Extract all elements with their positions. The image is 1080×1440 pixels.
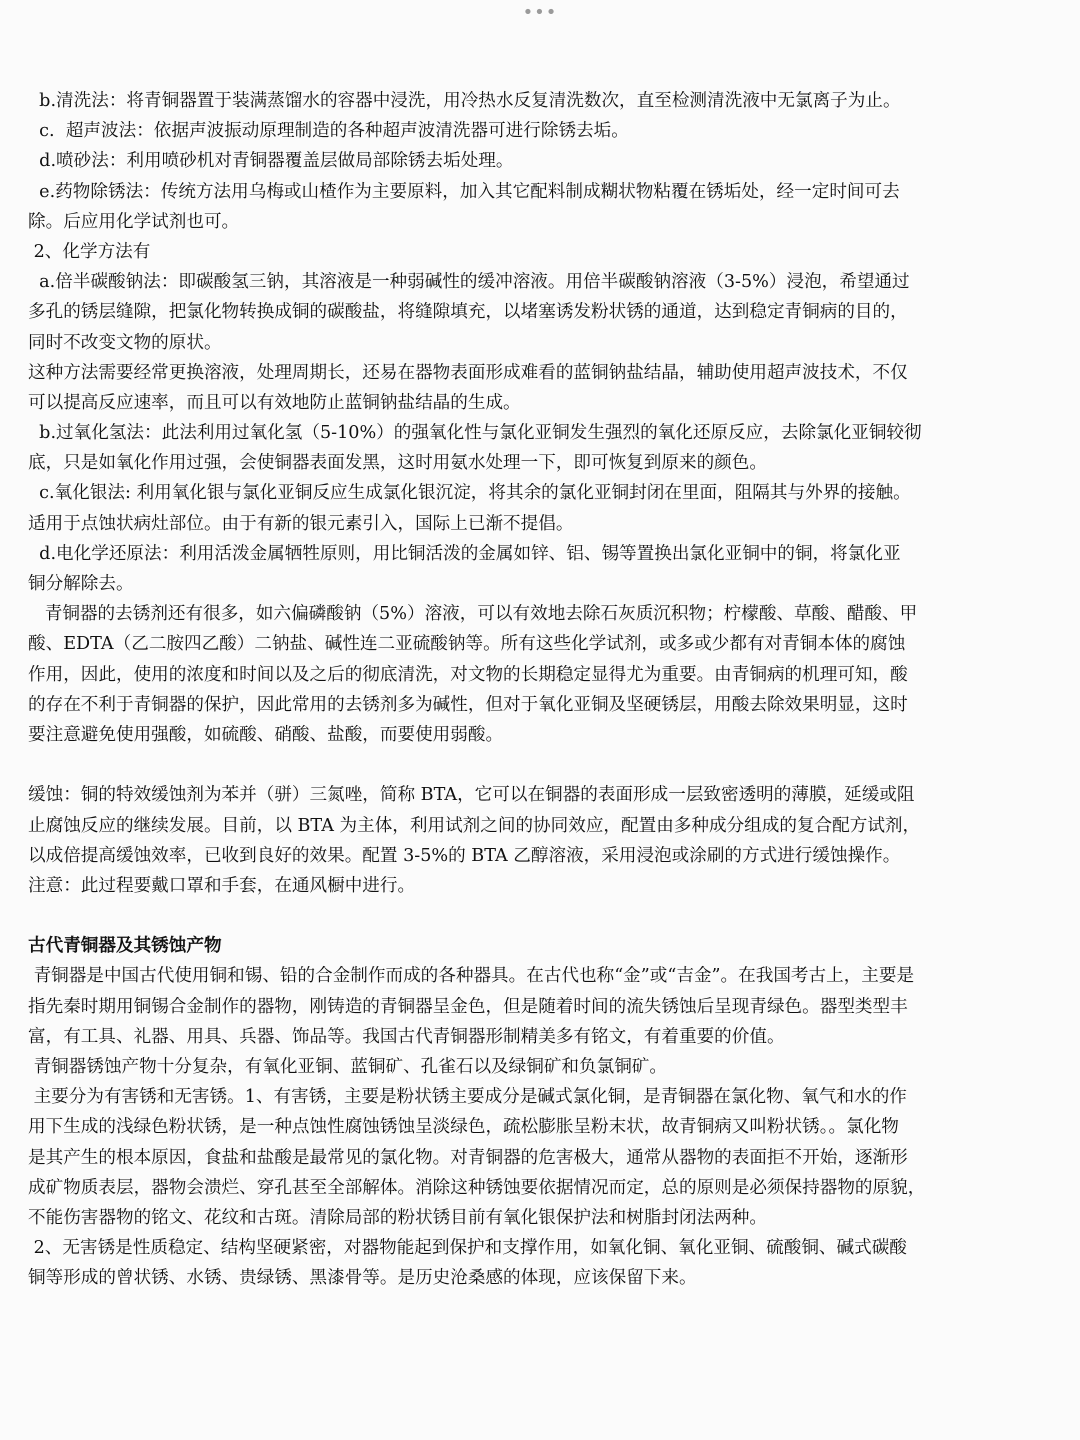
text-line: 适用于点蚀状病灶部位。由于有新的银元素引入，国际上已渐不提倡。 xyxy=(28,513,574,534)
blank-line xyxy=(28,750,1058,780)
text-line: 缓蚀：铜的特效缓蚀剂为苯并（骈）三氮唑，简称 BTA，它可以在铜器的表面形成一层致密透明的薄膜，延缓或阻 xyxy=(28,785,915,806)
blank-line xyxy=(28,901,1058,931)
text-line: 止腐蚀反应的继续发展。目前，以 BTA 为主体，利用试剂之间的协同效应，配置由多种成分组成的复合配方试剂， xyxy=(28,815,921,836)
text-line: 可以提高反应速率，而且可以有效地防止蓝铜钠盐结晶的生成。 xyxy=(28,392,521,413)
text-line: c. 超声波法：依据声波振动原理制造的各种超声波清洗器可进行除锈去垢。 xyxy=(28,121,629,142)
section-heading: 古代青铜器及其锈蚀产物 xyxy=(28,936,222,957)
text-line: 青铜器的去锈剂还有很多，如六偏磷酸钠（5%）溶液，可以有效地去除石灰质沉积物；柠檬酸、草酸、醋酸、甲 xyxy=(28,604,918,625)
text-line: 主要分为有害锈和无害锈。1、有害锈，主要是粉状锈主要成分是碱式氯化铜，是青铜器在氯化物、氧气和水的作 xyxy=(28,1087,907,1108)
text-line: 多孔的锈层缝隙，把氯化物转换成铜的碳酸盐，将缝隙填充，以堵塞诱发粉状锈的通道，达到稳定青铜病的目的， xyxy=(28,302,908,323)
more-dots-icon[interactable]: ••• xyxy=(522,2,558,23)
text-line: 除。后应用化学试剂也可。 xyxy=(28,211,240,232)
text-line: 富，有工具、礼器、用具、兵器、饰品等。我国古代青铜器形制精美多有铭文，有着重要的价值。 xyxy=(28,1026,785,1047)
text-line: 酸、EDTA（乙二胺四乙酸）二钠盐、碱性连二亚硫酸钠等。所有这些化学试剂，或多或少都有对青铜本体的腐蚀 xyxy=(28,634,906,655)
text-line: 成矿物质表层，器物会溃烂、穿孔甚至全部解体。消除这种锈蚀要依据情况而定，总的原则是必须保持器物的原貌， xyxy=(28,1177,926,1198)
text-line: 作用，因此，使用的浓度和时间以及之后的彻底清洗，对文物的长期稳定显得尤为重要。由青铜病的机理可知，酸 xyxy=(28,664,908,685)
text-line: 的存在不利于青铜器的保护，因此常用的去锈剂多为碱性，但对于氧化亚铜及坚硬锈层，用酸去除效果明显，这时 xyxy=(28,694,908,715)
text-line: 青铜器是中国古代使用铜和锡、铅的合金制作而成的各种器具。在古代也称“金”或“吉金”。在我国考古上，主要是 xyxy=(28,966,915,987)
text-line: 是其产生的根本原因，食盐和盐酸是最常见的氯化物。对青铜器的危害极大，通常从器物的表面拒不开始，逐渐形 xyxy=(28,1147,908,1168)
text-line: 要注意避免使用强酸，如硫酸、硝酸、盐酸，而要使用弱酸。 xyxy=(28,724,504,745)
text-line: 铜分解除去。 xyxy=(28,574,134,594)
text-line: 底，只是如氧化作用过强，会使铜器表面发黑，这时用氨水处理一下，即可恢复到原来的颜色。 xyxy=(28,453,767,474)
text-line: 不能伤害器物的铭文、花纹和古斑。清除局部的粉状锈目前有氧化银保护法和树脂封闭法两种。 xyxy=(28,1207,767,1228)
text-line: d.电化学还原法：利用活泼金属牺牲原则，用比铜活泼的金属如锌、铝、锡等置换出氯化亚铜中的铜，将氯化亚 xyxy=(28,543,901,564)
text-line: e.药物除锈法：传统方法用乌梅或山楂作为主要原料，加入其它配料制成糊状物粘覆在锈垢处，经一定时间可去 xyxy=(28,181,900,202)
text-line: 2、无害锈是性质稳定、结构坚硬紧密，对器物能起到保护和支撑作用，如氧化铜、氧化亚铜、硫酸铜、碱式碳酸 xyxy=(28,1238,907,1259)
text-line: b.过氧化氢法：此法利用过氧化氢（5-10%）的强氧化性与氯化亚铜发生强烈的氧化还原反应，去除氯化亚铜较彻 xyxy=(28,423,922,444)
text-line: a.倍半碳酸钠法：即碳酸氢三钠，其溶液是一种弱碱性的缓冲溶液。用倍半碳酸钠溶液（3-5%）浸泡，希望通过 xyxy=(28,272,910,293)
text-line: 指先秦时期用铜锡合金制作的器物，刚铸造的青铜器呈金色，但是随着时间的流失锈蚀后呈现青绿色。器型类型丰 xyxy=(28,996,908,1017)
text-line: 用下生成的浅绿色粉状锈，是一种点蚀性腐蚀锈蚀呈淡绿色，疏松膨胀呈粉末状，故青铜病又叫粉状锈。。氯化物 xyxy=(28,1117,899,1138)
text-line: 同时不改变文物的原状。 xyxy=(28,332,222,353)
section-subtitle-chemical-methods: 2、化学方法有 xyxy=(28,241,151,262)
text-line: d.喷砂法：利用喷砂机对青铜器覆盖层做局部除锈去垢处理。 xyxy=(28,151,514,172)
text-line: 以成倍提高缓蚀效率，已收到良好的效果。配置 3-5%的 BTA 乙醇溶液，采用浸泡或涂刷的方式进行缓蚀操作。 xyxy=(28,845,901,866)
text-line: c.氧化银法: 利用氧化银与氯化亚铜反应生成氯化银沉淀，将其余的氯化亚铜封闭在里面，阻隔其与外界的接触。 xyxy=(28,483,911,504)
text-line: 铜等形成的曾状锈、水锈、贵绿锈、黑漆骨等。是历史沧桑感的体现，应该保留下来。 xyxy=(28,1268,697,1289)
text-line: 注意：此过程要戴口罩和手套，在通风橱中进行。 xyxy=(28,875,416,896)
text-line: 青铜器锈蚀产物十分复杂，有氧化亚铜、蓝铜矿、孔雀石以及绿铜矿和负氯铜矿。 xyxy=(28,1057,667,1077)
text-line: 这种方法需要经常更换溶液，处理周期长，还易在器物表面形成难看的蓝铜钠盐结晶，辅助使用超声波技术，不仅 xyxy=(28,362,908,383)
document-body xyxy=(28,86,1058,1294)
text-line: b.清洗法：将青铜器置于装满蒸馏水的容器中浸洗，用冷热水反复清洗数次，直至检测清洗液中无氯离子为止。 xyxy=(28,91,901,111)
